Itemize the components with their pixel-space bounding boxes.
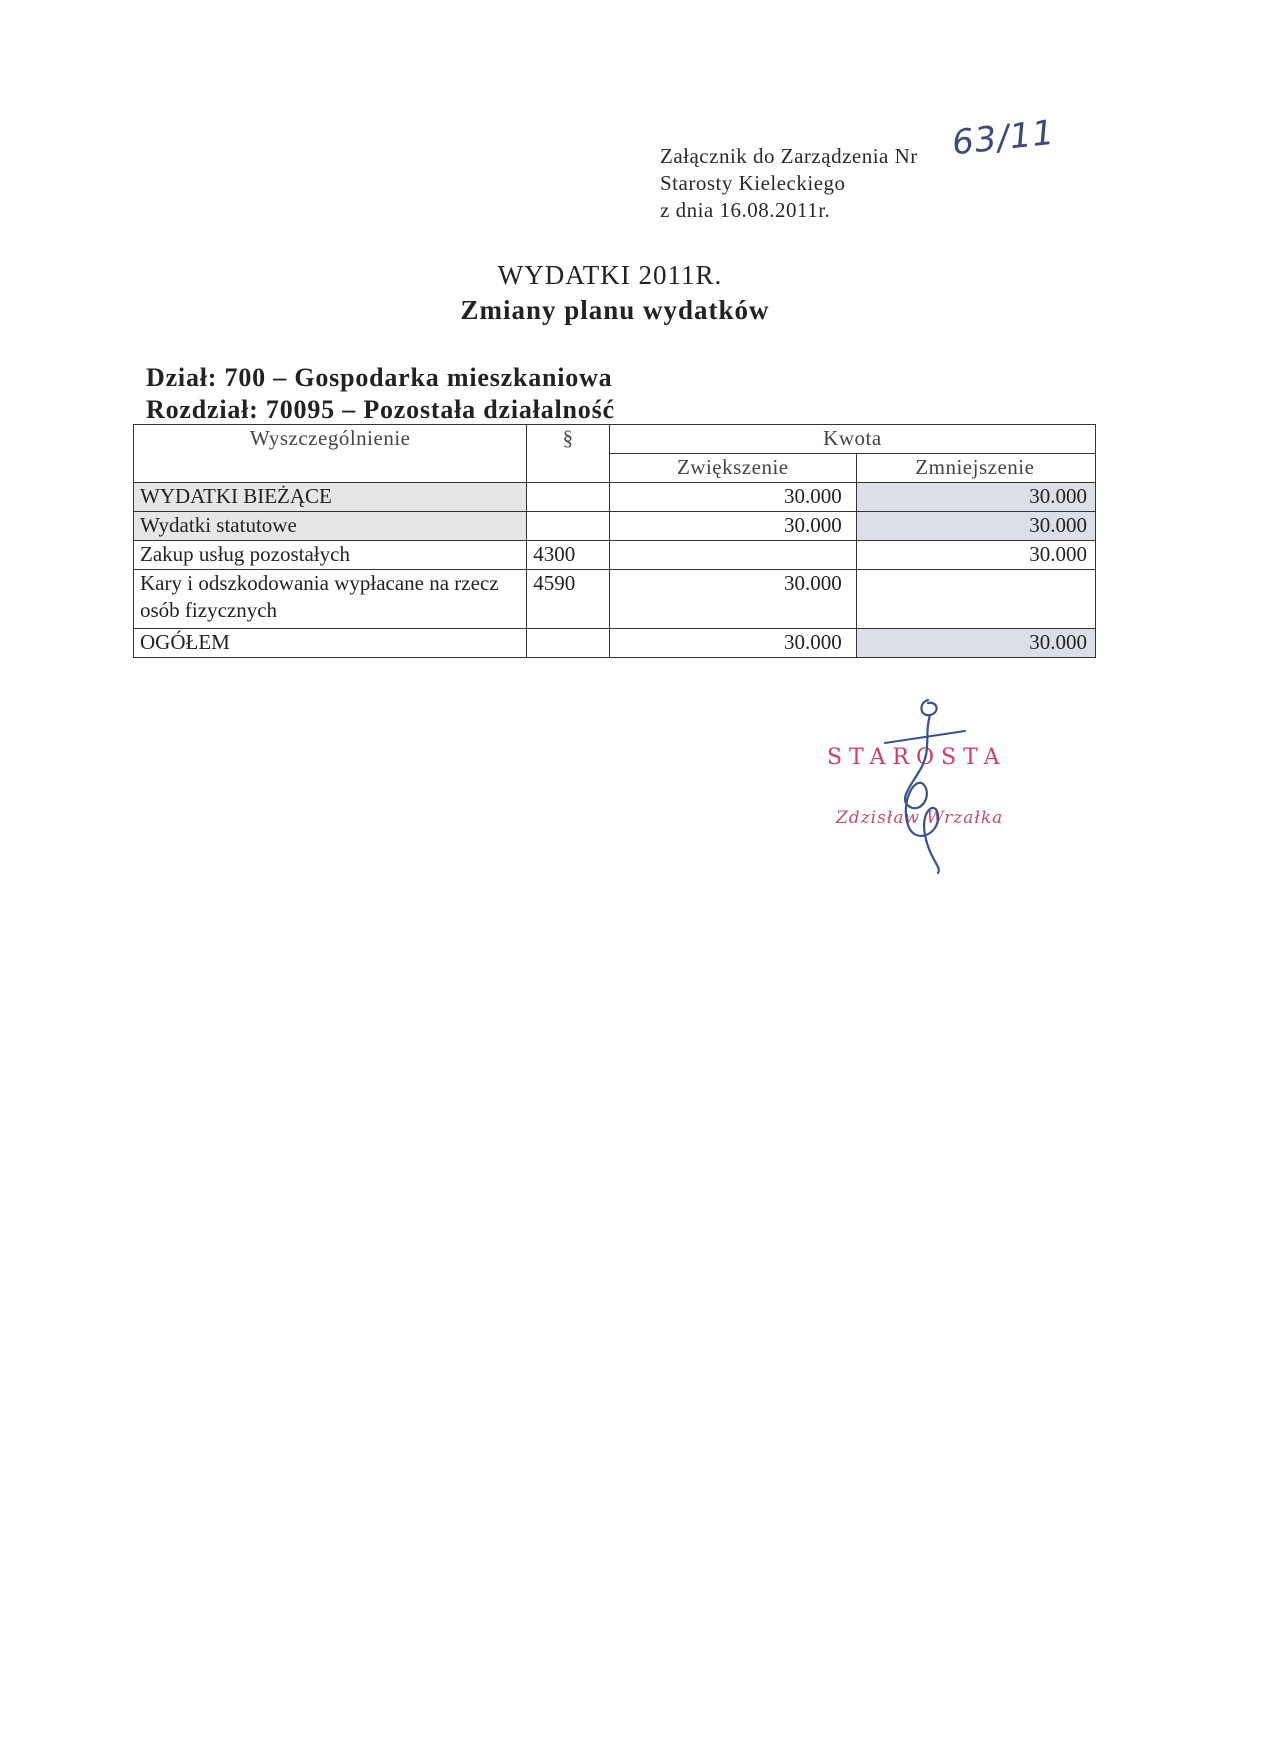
row-paragraf xyxy=(527,629,610,658)
row-name: WYDATKI BIEŻĄCE xyxy=(134,483,527,512)
attachment-line-2: Starosty Kieleckiego xyxy=(660,171,846,195)
document-subtitle: Zmiany planu wydatków xyxy=(460,295,770,325)
header-paragraf: § xyxy=(527,425,610,483)
attachment-line-3: z dnia 16.08.2011r. xyxy=(660,198,831,222)
row-name: Zakup usług pozostałych xyxy=(134,541,527,570)
header-wyszczegolnienie: Wyszczególnienie xyxy=(134,425,527,483)
header-row-1 xyxy=(134,425,1096,454)
row-zwiekszenie: 30.000 xyxy=(609,629,856,658)
row-name: Kary i odszkodowania wypłacane na rzecz osób fizycznych xyxy=(134,570,527,629)
table-row xyxy=(134,512,1096,541)
row-zwiekszenie xyxy=(609,541,856,570)
attachment-line-1: Załącznik do Zarządzenia Nr xyxy=(660,144,918,168)
stamp-name: Zdzisław Wrzałka xyxy=(836,808,1004,828)
row-zwiekszenie: 30.000 xyxy=(609,512,856,541)
table-row-total xyxy=(134,629,1096,658)
row-zmniejszenie: 30.000 xyxy=(856,541,1095,570)
row-zwiekszenie: 30.000 xyxy=(609,483,856,512)
handwritten-signature xyxy=(880,695,970,875)
table-row xyxy=(134,483,1096,512)
attachment-note xyxy=(660,143,918,224)
row-zmniejszenie xyxy=(856,570,1095,629)
header-zwiekszenie: Zwiększenie xyxy=(609,454,856,483)
section-dzial: Dział: 700 – Gospodarka mieszkaniowa xyxy=(146,363,613,392)
row-paragraf xyxy=(527,483,610,512)
row-zmniejszenie: 30.000 xyxy=(856,512,1095,541)
section-rozdzial: Rozdział: 70095 – Pozostała działalność xyxy=(146,395,615,424)
row-name: OGÓŁEM xyxy=(134,629,527,658)
row-paragraf xyxy=(527,512,610,541)
header-zmniejszenie: Zmniejszenie xyxy=(856,454,1095,483)
stamp-title: STAROSTA xyxy=(827,745,1007,770)
row-name: Wydatki statutowe xyxy=(134,512,527,541)
row-paragraf: 4590 xyxy=(527,570,610,629)
row-zmniejszenie: 30.000 xyxy=(856,483,1095,512)
document-title: WYDATKI 2011R. xyxy=(497,260,723,290)
row-zwiekszenie: 30.000 xyxy=(609,570,856,629)
row-zmniejszenie: 30.000 xyxy=(856,629,1095,658)
handwritten-order-number: 63/11 xyxy=(950,112,1057,164)
expenditure-table xyxy=(133,424,1096,658)
header-kwota: Kwota xyxy=(609,425,1095,454)
row-paragraf: 4300 xyxy=(527,541,610,570)
table-row xyxy=(134,570,1096,629)
table-row xyxy=(134,541,1096,570)
